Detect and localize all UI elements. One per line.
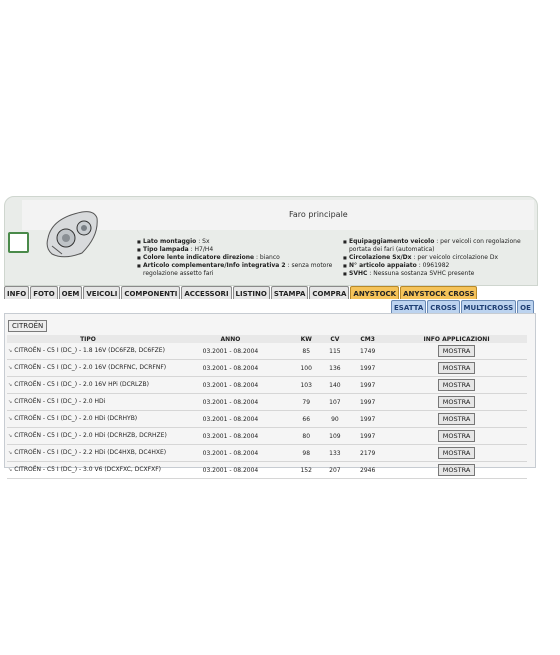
main-tabs bbox=[4, 286, 477, 299]
tab-info[interactable]: INFO bbox=[4, 286, 29, 299]
col-cv: CV bbox=[321, 335, 350, 343]
col-tipo: TIPO bbox=[7, 335, 169, 343]
col-info: INFO APPLICAZIONI bbox=[386, 335, 527, 343]
table-row: ↘ CITROËN - C5 I (DC_) - 2.0 16V HPi (DCRLZB) 03.2001 - 08.2004 103 140 1997 MOSTRA bbox=[7, 377, 527, 394]
col-anno: ANNO bbox=[169, 335, 292, 343]
table-row: ↘ CITROËN - C5 I (DC_) - 2.0 HDi (DCRHYB) 03.2001 - 08.2004 66 90 1997 MOSTRA bbox=[7, 411, 527, 428]
brand-button[interactable]: CITROËN bbox=[8, 320, 47, 332]
specs-left: ■ Lato montaggio : Sx ■ Tipo lampada : H7/H4 ■ Colore lente indicatore direzione : bianco ■ Articolo complementare/Info integrativa 2 : senza motore regolazione assetto fari bbox=[137, 238, 337, 278]
table-row: ↘ CITROËN - C5 I (DC_) - 2.0 16V (DCRFNC, DCRFNF) 03.2001 - 08.2004 100 136 1997 MOSTRA bbox=[7, 360, 527, 377]
tab-listino[interactable]: LISTINO bbox=[233, 286, 270, 299]
tab-stampa[interactable]: STAMPA bbox=[271, 286, 309, 299]
tab-veicoli[interactable]: VEICOLI bbox=[83, 286, 120, 299]
subtab-oe[interactable]: OE bbox=[517, 300, 534, 314]
table-row: ↘ CITROËN - C5 I (DC_) - 1.8 16V (DC6FZB, DC6FZE) 03.2001 - 08.2004 85 115 1749 MOSTRA bbox=[7, 343, 527, 360]
tab-oem[interactable]: OEM bbox=[59, 286, 83, 299]
link-icon: ↘ bbox=[8, 365, 13, 371]
table-row: ↘ CITROËN - C5 I (DC_) - 2.2 HDi (DC4HXB, DC4HXE) 03.2001 - 08.2004 98 133 2179 MOSTRA bbox=[7, 445, 527, 462]
col-cm3: CM3 bbox=[349, 335, 386, 343]
subtab-multicross[interactable]: MULTICROSS bbox=[461, 300, 517, 314]
tab-anystock[interactable]: ANYSTOCK bbox=[350, 286, 399, 299]
link-icon: ↘ bbox=[8, 433, 13, 439]
mostra-button[interactable]: MOSTRA bbox=[438, 430, 476, 442]
table-row: ↘ CITROËN - C5 I (DC_) - 2.0 HDi 03.2001 - 08.2004 79 107 1997 MOSTRA bbox=[7, 394, 527, 411]
tab-compra[interactable]: COMPRA bbox=[309, 286, 349, 299]
specs-right: ■ Equipaggiamento veicolo : per veicoli con regolazione portata dei fari (automatica) ■ Circolazione Sx/Dx : per veicolo circolazione Dx ■ N° articolo appaiato : 0961982 ■ SVHC : Nessuna sostanza SVHC presente bbox=[343, 238, 533, 278]
link-icon: ↘ bbox=[8, 348, 13, 354]
link-icon: ↘ bbox=[8, 450, 13, 456]
table-row: ↘ CITROËN - C5 I (DC_) - 3.0 V6 (DCXFXC, DCXFXF) 03.2001 - 08.2004 152 207 2946 MOSTRA bbox=[7, 462, 527, 479]
link-icon: ↘ bbox=[8, 467, 13, 473]
link-icon: ↘ bbox=[8, 416, 13, 422]
subtab-esatta[interactable]: ESATTA bbox=[391, 300, 426, 314]
mostra-button[interactable]: MOSTRA bbox=[438, 396, 476, 408]
col-kw: KW bbox=[292, 335, 321, 343]
table-row: ↘ CITROËN - C5 I (DC_) - 2.0 HDi (DCRHZB, DCRHZE) 03.2001 - 08.2004 80 109 1997 MOSTRA bbox=[7, 428, 527, 445]
product-title: Faro principale bbox=[289, 210, 348, 219]
link-icon: ↘ bbox=[8, 382, 13, 388]
sub-tabs bbox=[391, 300, 534, 313]
select-checkbox[interactable] bbox=[8, 232, 29, 253]
subtab-cross[interactable]: CROSS bbox=[427, 300, 459, 314]
vehicle-table bbox=[7, 335, 527, 479]
link-icon: ↘ bbox=[8, 399, 13, 405]
tab-anystock-cross[interactable]: ANYSTOCK CROSS bbox=[400, 286, 477, 299]
mostra-button[interactable]: MOSTRA bbox=[438, 379, 476, 391]
headlamp-image bbox=[42, 208, 102, 263]
mostra-button[interactable]: MOSTRA bbox=[438, 362, 476, 374]
tab-componenti[interactable]: COMPONENTI bbox=[121, 286, 180, 299]
tab-foto[interactable]: FOTO bbox=[30, 286, 57, 299]
mostra-button[interactable]: MOSTRA bbox=[438, 345, 476, 357]
mostra-button[interactable]: MOSTRA bbox=[438, 447, 476, 459]
mostra-button[interactable]: MOSTRA bbox=[438, 413, 476, 425]
tab-accessori[interactable]: ACCESSORI bbox=[181, 286, 231, 299]
mostra-button[interactable]: MOSTRA bbox=[438, 464, 476, 476]
